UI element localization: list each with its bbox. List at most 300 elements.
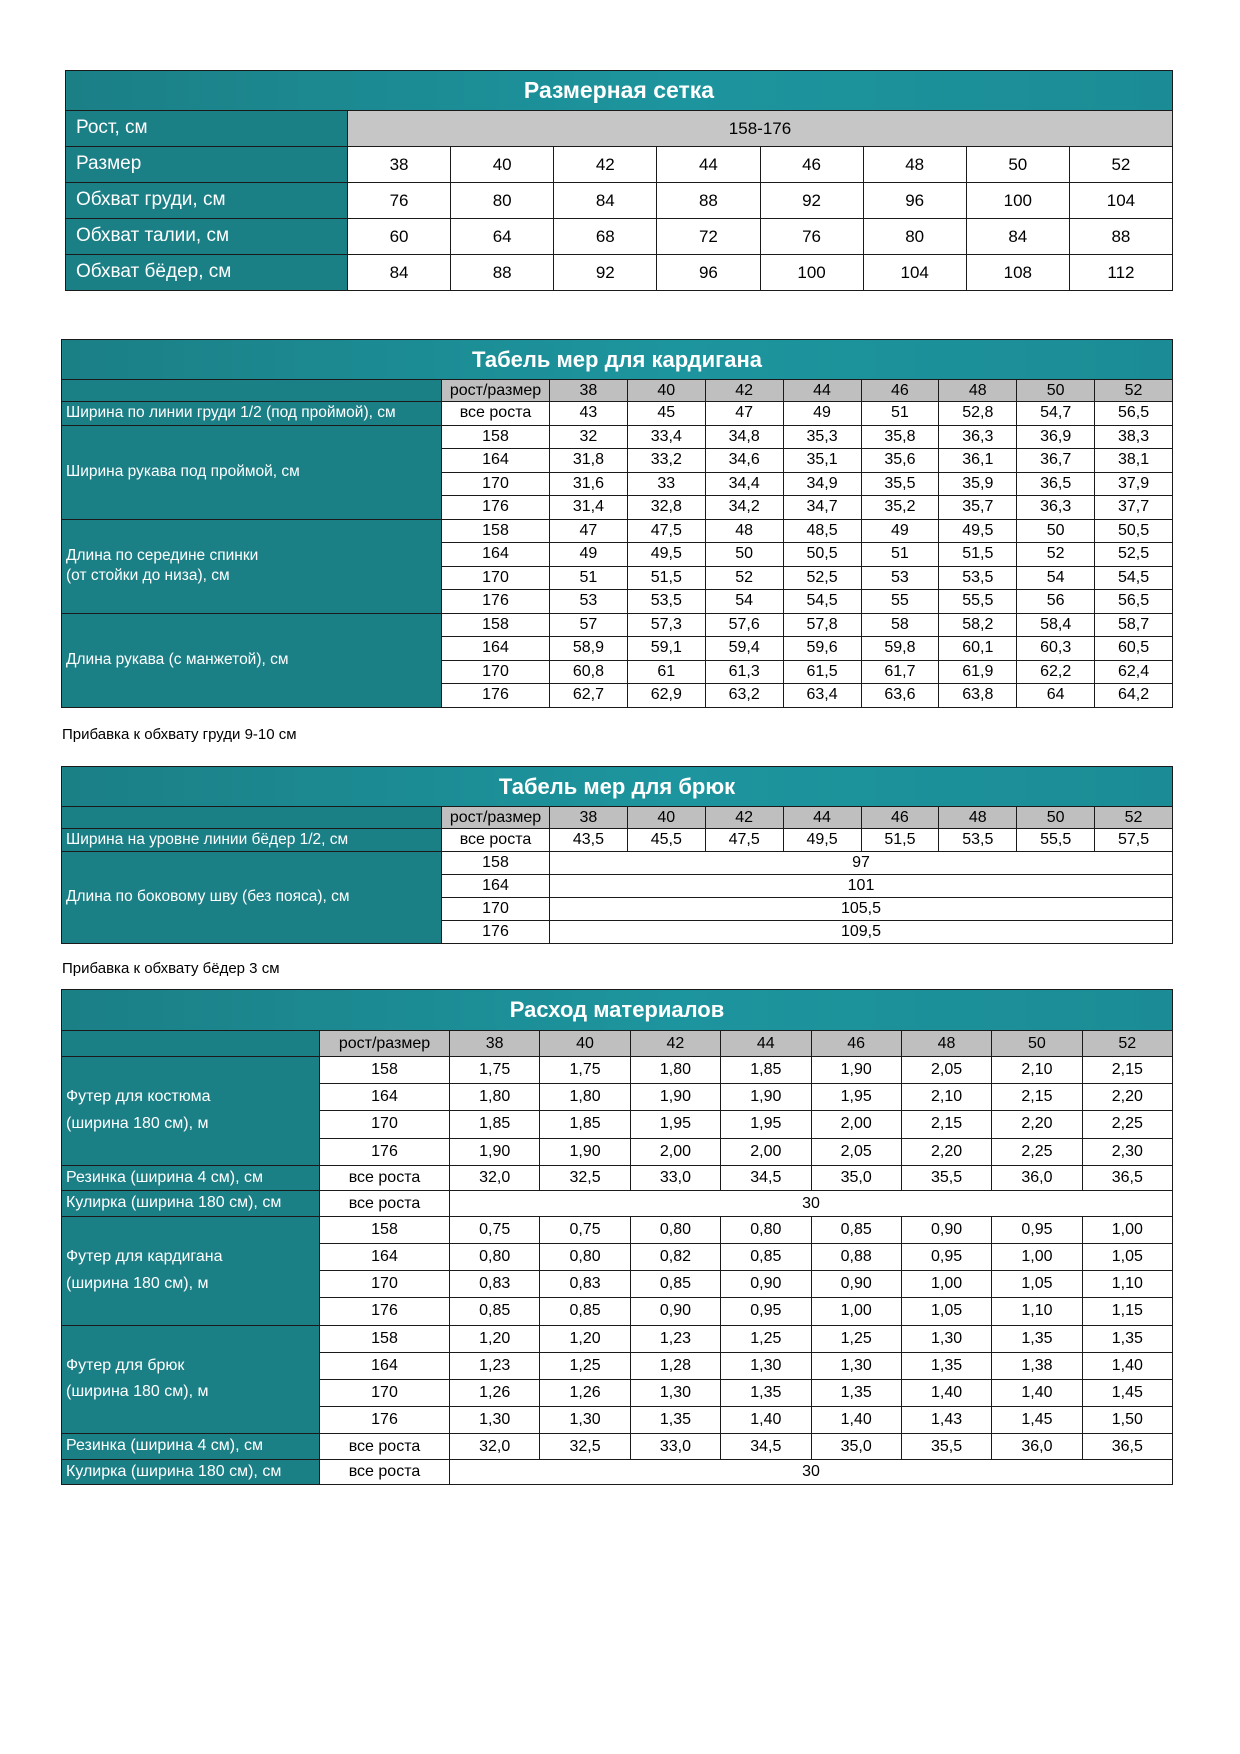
table-cell: 0,85 bbox=[540, 1298, 630, 1325]
table-row bbox=[62, 1325, 1173, 1352]
table-cell: 55,5 bbox=[939, 590, 1017, 614]
table-cell: 1,30 bbox=[811, 1352, 901, 1379]
size-header: 46 bbox=[861, 380, 939, 402]
table-cell: 64 bbox=[1017, 684, 1095, 708]
table-title: Табель мер для брюк bbox=[62, 767, 1173, 807]
table-cell: 0,85 bbox=[811, 1216, 901, 1243]
table-cell: 1,80 bbox=[450, 1084, 540, 1111]
table-cell: 50 bbox=[705, 543, 783, 567]
table-cell: 53 bbox=[861, 566, 939, 590]
table-row bbox=[62, 425, 1173, 449]
table-cell: 104 bbox=[863, 255, 966, 291]
table-cell: 35,6 bbox=[861, 449, 939, 473]
height-cell: 164 bbox=[442, 543, 550, 567]
table-cell: 1,28 bbox=[630, 1352, 720, 1379]
table-cell: 88 bbox=[657, 183, 760, 219]
table-cell: 51 bbox=[861, 543, 939, 567]
size-header: 48 bbox=[939, 807, 1017, 829]
table-cell: 76 bbox=[760, 219, 863, 255]
table-cell: 36,1 bbox=[939, 449, 1017, 473]
table-cell: 57,6 bbox=[705, 613, 783, 637]
table-cell: 36,5 bbox=[1082, 1434, 1172, 1460]
table-row bbox=[62, 1191, 1173, 1217]
table-cell: 1,00 bbox=[901, 1271, 991, 1298]
table-cell: 43 bbox=[550, 402, 628, 426]
table-cell: 2,15 bbox=[1082, 1057, 1172, 1084]
table-cell: 37,9 bbox=[1095, 472, 1173, 496]
table-cell: 2,25 bbox=[1082, 1111, 1172, 1138]
table-cell: 64,2 bbox=[1095, 684, 1173, 708]
table-cell: 2,15 bbox=[901, 1111, 991, 1138]
table-cell: 31,8 bbox=[550, 449, 628, 473]
table-row bbox=[66, 183, 1173, 219]
table-cell: 0,80 bbox=[630, 1216, 720, 1243]
table-cell: 57,8 bbox=[783, 613, 861, 637]
table-cell: 35,0 bbox=[811, 1165, 901, 1191]
table-cell: 50,5 bbox=[783, 543, 861, 567]
table-cell: 84 bbox=[348, 255, 451, 291]
row-label: Кулирка (ширина 180 см), см bbox=[62, 1459, 320, 1485]
table-cell: 1,25 bbox=[540, 1352, 630, 1379]
table-cell: 33,0 bbox=[630, 1165, 720, 1191]
table-cell: 51 bbox=[550, 566, 628, 590]
size-header: 50 bbox=[1017, 380, 1095, 402]
merged-cell: 97 bbox=[550, 852, 1173, 875]
table-cell: 57 bbox=[550, 613, 628, 637]
row-label: Обхват талии, см bbox=[66, 219, 348, 255]
table-cell: 56,5 bbox=[1095, 590, 1173, 614]
table-cell: 36,7 bbox=[1017, 449, 1095, 473]
table-cell: 47 bbox=[705, 402, 783, 426]
table-cell: 38 bbox=[348, 147, 451, 183]
table-cell: 1,30 bbox=[721, 1352, 811, 1379]
table-cell: 0,85 bbox=[450, 1298, 540, 1325]
table-cell: 1,30 bbox=[630, 1379, 720, 1406]
table-cell: 2,10 bbox=[901, 1084, 991, 1111]
table-row bbox=[62, 1057, 1173, 1084]
size-header: 38 bbox=[450, 1031, 540, 1057]
table-cell: 47 bbox=[550, 519, 628, 543]
table-cell: 1,23 bbox=[630, 1325, 720, 1352]
table-row bbox=[62, 519, 1173, 543]
height-cell: 176 bbox=[442, 684, 550, 708]
table-cell: 46 bbox=[760, 147, 863, 183]
table-cell: 1,35 bbox=[630, 1407, 720, 1434]
table-cell: 49 bbox=[550, 543, 628, 567]
table-cell: 56 bbox=[1017, 590, 1095, 614]
table-cell: 61 bbox=[627, 660, 705, 684]
size-header: 44 bbox=[721, 1031, 811, 1057]
table-cell: 43,5 bbox=[550, 829, 628, 852]
cardigan-note: Прибавка к обхвату груди 9-10 см bbox=[62, 726, 297, 743]
table-cell: 36,9 bbox=[1017, 425, 1095, 449]
table-title: Размерная сетка bbox=[66, 71, 1173, 111]
table-row bbox=[62, 1165, 1173, 1191]
height-cell: все роста bbox=[320, 1459, 450, 1485]
table-cell: 76 bbox=[348, 183, 451, 219]
table-cell: 1,75 bbox=[540, 1057, 630, 1084]
table-cell: 47,5 bbox=[705, 829, 783, 852]
table-cell: 1,05 bbox=[901, 1298, 991, 1325]
table-cell: 63,6 bbox=[861, 684, 939, 708]
table-cell: 33,0 bbox=[630, 1434, 720, 1460]
height-cell: 176 bbox=[442, 496, 550, 520]
merged-cell: 105,5 bbox=[550, 898, 1173, 921]
table-cell: 0,95 bbox=[901, 1243, 991, 1270]
title-row bbox=[62, 340, 1173, 380]
table-cell: 60,5 bbox=[1095, 637, 1173, 661]
table-cell: 60,1 bbox=[939, 637, 1017, 661]
table-cell: 57,3 bbox=[627, 613, 705, 637]
table-cell: 88 bbox=[451, 255, 554, 291]
height-cell: все роста bbox=[442, 829, 550, 852]
height-cell: 176 bbox=[320, 1298, 450, 1325]
table-cell: 88 bbox=[1069, 219, 1172, 255]
table-cell: 59,6 bbox=[783, 637, 861, 661]
table-cell: 62,2 bbox=[1017, 660, 1095, 684]
table-row bbox=[66, 255, 1173, 291]
table-cell: 0,85 bbox=[721, 1243, 811, 1270]
table-cell: 100 bbox=[760, 255, 863, 291]
table-cell: 1,80 bbox=[630, 1057, 720, 1084]
table-cell: 62,7 bbox=[550, 684, 628, 708]
table-cell: 32,0 bbox=[450, 1434, 540, 1460]
table-cell: 37,7 bbox=[1095, 496, 1173, 520]
table-cell: 35,5 bbox=[861, 472, 939, 496]
trousers-note: Прибавка к обхвату бёдер 3 см bbox=[62, 960, 280, 977]
table-cell: 61,9 bbox=[939, 660, 1017, 684]
table-row bbox=[66, 111, 1173, 147]
table-cell: 48,5 bbox=[783, 519, 861, 543]
table-cell: 59,8 bbox=[861, 637, 939, 661]
table-cell: 32,5 bbox=[540, 1165, 630, 1191]
size-header: 52 bbox=[1095, 380, 1173, 402]
table-cell: 1,35 bbox=[811, 1379, 901, 1406]
table-cell: 1,45 bbox=[992, 1407, 1082, 1434]
height-cell: 170 bbox=[442, 660, 550, 684]
table-cell: 34,2 bbox=[705, 496, 783, 520]
table-cell: 63,2 bbox=[705, 684, 783, 708]
table-cell: 33,4 bbox=[627, 425, 705, 449]
table-cell: 0,95 bbox=[721, 1298, 811, 1325]
table-cell: 61,3 bbox=[705, 660, 783, 684]
table-cell: 1,35 bbox=[901, 1352, 991, 1379]
table-cell: 80 bbox=[863, 219, 966, 255]
height-cell: 170 bbox=[442, 898, 550, 921]
row-label: Резинка (ширина 4 см), см bbox=[62, 1434, 320, 1460]
height-cell: все роста bbox=[442, 402, 550, 426]
header-row bbox=[62, 807, 1173, 829]
merged-cell: 109,5 bbox=[550, 921, 1173, 944]
table-cell: 1,00 bbox=[992, 1243, 1082, 1270]
table-cell: 1,95 bbox=[721, 1111, 811, 1138]
table-cell: 0,75 bbox=[540, 1216, 630, 1243]
table-cell: 35,5 bbox=[901, 1434, 991, 1460]
table-cell: 42 bbox=[554, 147, 657, 183]
table-cell: 2,15 bbox=[992, 1084, 1082, 1111]
height-cell: 164 bbox=[320, 1084, 450, 1111]
table-cell: 58,2 bbox=[939, 613, 1017, 637]
table-cell: 1,25 bbox=[721, 1325, 811, 1352]
table-cell: 36,3 bbox=[939, 425, 1017, 449]
table-row bbox=[62, 829, 1173, 852]
size-header: 52 bbox=[1082, 1031, 1172, 1057]
height-cell: 158 bbox=[442, 613, 550, 637]
height-cell: 170 bbox=[320, 1111, 450, 1138]
header-label: рост/размер bbox=[320, 1031, 450, 1057]
table-cell: 1,90 bbox=[811, 1057, 901, 1084]
table-cell: 59,1 bbox=[627, 637, 705, 661]
table-cell: 2,00 bbox=[721, 1138, 811, 1165]
height-cell: 176 bbox=[442, 921, 550, 944]
table-cell: 34,7 bbox=[783, 496, 861, 520]
table-cell: 35,7 bbox=[939, 496, 1017, 520]
table-cell: 33 bbox=[627, 472, 705, 496]
table-cell: 0,80 bbox=[721, 1216, 811, 1243]
table-cell: 35,8 bbox=[861, 425, 939, 449]
table-cell: 0,90 bbox=[630, 1298, 720, 1325]
table-cell: 1,35 bbox=[992, 1325, 1082, 1352]
height-cell: все роста bbox=[320, 1434, 450, 1460]
table-cell: 100 bbox=[966, 183, 1069, 219]
row-label: Ширина на уровне линии бёдер 1/2, см bbox=[62, 829, 442, 852]
table-cell: 50 bbox=[1017, 519, 1095, 543]
height-cell: 176 bbox=[320, 1407, 450, 1434]
height-cell: 158 bbox=[320, 1325, 450, 1352]
table-cell: 47,5 bbox=[627, 519, 705, 543]
table-cell: 1,20 bbox=[540, 1325, 630, 1352]
table-cell: 35,2 bbox=[861, 496, 939, 520]
table-cell: 52,8 bbox=[939, 402, 1017, 426]
table-cell: 1,26 bbox=[450, 1379, 540, 1406]
table-cell: 1,95 bbox=[811, 1084, 901, 1111]
table-cell: 1,40 bbox=[721, 1407, 811, 1434]
row-label: Обхват бёдер, см bbox=[66, 255, 348, 291]
size-header: 38 bbox=[550, 380, 628, 402]
table-cell: 34,9 bbox=[783, 472, 861, 496]
table-cell: 52 bbox=[1069, 147, 1172, 183]
table-cell: 35,9 bbox=[939, 472, 1017, 496]
table-cell: 51,5 bbox=[861, 829, 939, 852]
merged-cell: 30 bbox=[450, 1191, 1173, 1217]
table-cell: 64 bbox=[451, 219, 554, 255]
size-header: 40 bbox=[627, 380, 705, 402]
row-label: Обхват груди, см bbox=[66, 183, 348, 219]
table-cell: 2,20 bbox=[1082, 1084, 1172, 1111]
table-cell: 52 bbox=[1017, 543, 1095, 567]
table-cell: 57,5 bbox=[1095, 829, 1173, 852]
table-cell: 1,26 bbox=[540, 1379, 630, 1406]
table-cell: 0,83 bbox=[450, 1271, 540, 1298]
table-cell: 48 bbox=[863, 147, 966, 183]
table-cell: 61,5 bbox=[783, 660, 861, 684]
row-label: Кулирка (ширина 180 см), см bbox=[62, 1191, 320, 1217]
table-cell: 104 bbox=[1069, 183, 1172, 219]
table-cell: 1,40 bbox=[901, 1379, 991, 1406]
table-cell: 53,5 bbox=[939, 566, 1017, 590]
table-cell: 49 bbox=[783, 402, 861, 426]
table-cell: 84 bbox=[966, 219, 1069, 255]
table-cell: 54 bbox=[1017, 566, 1095, 590]
trousers-measurements-table bbox=[61, 766, 1173, 944]
table-row bbox=[66, 219, 1173, 255]
table-cell: 1,30 bbox=[540, 1407, 630, 1434]
table-cell: 49,5 bbox=[783, 829, 861, 852]
table-row bbox=[62, 613, 1173, 637]
table-cell: 1,38 bbox=[992, 1352, 1082, 1379]
table-cell: 63,4 bbox=[783, 684, 861, 708]
table-cell: 84 bbox=[554, 183, 657, 219]
table-cell: 2,20 bbox=[901, 1138, 991, 1165]
table-cell: 1,30 bbox=[450, 1407, 540, 1434]
size-header: 44 bbox=[783, 807, 861, 829]
height-cell: 176 bbox=[442, 590, 550, 614]
table-row bbox=[62, 1434, 1173, 1460]
table-cell: 59,4 bbox=[705, 637, 783, 661]
table-cell: 34,6 bbox=[705, 449, 783, 473]
table-cell: 49,5 bbox=[627, 543, 705, 567]
row-label: Рост, см bbox=[66, 111, 348, 147]
table-cell: 54,7 bbox=[1017, 402, 1095, 426]
height-cell: 164 bbox=[442, 637, 550, 661]
row-label: Длина рукава (с манжетой), см bbox=[62, 613, 442, 707]
table-title: Расход материалов bbox=[62, 990, 1173, 1031]
table-cell: 32,8 bbox=[627, 496, 705, 520]
height-cell: 170 bbox=[442, 472, 550, 496]
header-blank bbox=[62, 380, 442, 402]
table-cell: 61,7 bbox=[861, 660, 939, 684]
header-blank bbox=[62, 807, 442, 829]
table-row bbox=[62, 1459, 1173, 1485]
table-cell: 72 bbox=[657, 219, 760, 255]
table-cell: 0,83 bbox=[540, 1271, 630, 1298]
size-header: 40 bbox=[540, 1031, 630, 1057]
table-cell: 54,5 bbox=[1095, 566, 1173, 590]
height-cell: 158 bbox=[442, 852, 550, 875]
table-cell: 56,5 bbox=[1095, 402, 1173, 426]
table-cell: 1,43 bbox=[901, 1407, 991, 1434]
table-cell: 1,85 bbox=[450, 1111, 540, 1138]
table-cell: 0,95 bbox=[992, 1216, 1082, 1243]
size-header: 38 bbox=[550, 807, 628, 829]
table-cell: 51,5 bbox=[627, 566, 705, 590]
table-cell: 1,10 bbox=[1082, 1271, 1172, 1298]
table-cell: 32 bbox=[550, 425, 628, 449]
table-cell: 54,5 bbox=[783, 590, 861, 614]
table-row bbox=[66, 147, 1173, 183]
table-cell: 49 bbox=[861, 519, 939, 543]
table-cell: 96 bbox=[657, 255, 760, 291]
size-header: 48 bbox=[901, 1031, 991, 1057]
merged-cell: 30 bbox=[450, 1459, 1173, 1485]
table-cell: 60,3 bbox=[1017, 637, 1095, 661]
header-row bbox=[62, 380, 1173, 402]
table-cell: 1,40 bbox=[992, 1379, 1082, 1406]
table-cell: 31,4 bbox=[550, 496, 628, 520]
table-cell: 35,0 bbox=[811, 1434, 901, 1460]
title-row bbox=[62, 990, 1173, 1031]
table-cell: 1,80 bbox=[540, 1084, 630, 1111]
table-cell: 0,88 bbox=[811, 1243, 901, 1270]
table-cell: 32,5 bbox=[540, 1434, 630, 1460]
table-cell: 68 bbox=[554, 219, 657, 255]
size-header: 42 bbox=[705, 807, 783, 829]
table-cell: 60 bbox=[348, 219, 451, 255]
table-cell: 92 bbox=[760, 183, 863, 219]
table-cell: 55 bbox=[861, 590, 939, 614]
table-cell: 1,23 bbox=[450, 1352, 540, 1379]
table-row bbox=[62, 402, 1173, 426]
table-cell: 2,25 bbox=[992, 1138, 1082, 1165]
table-cell: 2,05 bbox=[811, 1138, 901, 1165]
table-row bbox=[62, 852, 1173, 875]
table-cell: 35,1 bbox=[783, 449, 861, 473]
table-cell: 36,5 bbox=[1082, 1165, 1172, 1191]
height-cell: 164 bbox=[442, 875, 550, 898]
table-cell: 1,25 bbox=[811, 1325, 901, 1352]
height-cell: 158 bbox=[442, 425, 550, 449]
table-cell: 1,20 bbox=[450, 1325, 540, 1352]
table-cell: 1,50 bbox=[1082, 1407, 1172, 1434]
size-header: 50 bbox=[1017, 807, 1095, 829]
table-cell: 0,90 bbox=[901, 1216, 991, 1243]
table-cell: 1,40 bbox=[811, 1407, 901, 1434]
title-row bbox=[62, 767, 1173, 807]
table-cell: 80 bbox=[451, 183, 554, 219]
table-cell: 0,85 bbox=[630, 1271, 720, 1298]
row-label: Футер для брюк (ширина 180 см), м bbox=[62, 1325, 320, 1434]
table-cell: 1,90 bbox=[721, 1084, 811, 1111]
size-header: 50 bbox=[992, 1031, 1082, 1057]
height-cell: 170 bbox=[320, 1271, 450, 1298]
table-cell: 36,3 bbox=[1017, 496, 1095, 520]
table-cell: 2,20 bbox=[992, 1111, 1082, 1138]
table-cell: 52,5 bbox=[783, 566, 861, 590]
table-row bbox=[62, 1216, 1173, 1243]
size-header: 46 bbox=[861, 807, 939, 829]
table-cell: 53,5 bbox=[627, 590, 705, 614]
table-cell: 1,15 bbox=[1082, 1298, 1172, 1325]
table-cell: 38,3 bbox=[1095, 425, 1173, 449]
table-cell: 54 bbox=[705, 590, 783, 614]
merged-cell: 101 bbox=[550, 875, 1173, 898]
row-label: Длина по боковому шву (без пояса), см bbox=[62, 852, 442, 944]
table-cell: 0,90 bbox=[721, 1271, 811, 1298]
table-cell: 36,0 bbox=[992, 1434, 1082, 1460]
table-cell: 58,4 bbox=[1017, 613, 1095, 637]
header-label: рост/размер bbox=[442, 380, 550, 402]
table-cell: 51 bbox=[861, 402, 939, 426]
table-cell: 44 bbox=[657, 147, 760, 183]
table-cell: 2,30 bbox=[1082, 1138, 1172, 1165]
height-cell: 164 bbox=[320, 1352, 450, 1379]
table-cell: 52 bbox=[705, 566, 783, 590]
height-cell: все роста bbox=[320, 1165, 450, 1191]
table-cell: 1,05 bbox=[992, 1271, 1082, 1298]
table-cell: 35,3 bbox=[783, 425, 861, 449]
table-cell: 58,9 bbox=[550, 637, 628, 661]
table-cell: 0,75 bbox=[450, 1216, 540, 1243]
table-cell: 0,80 bbox=[540, 1243, 630, 1270]
table-cell: 1,75 bbox=[450, 1057, 540, 1084]
size-header: 42 bbox=[630, 1031, 720, 1057]
height-cell: 164 bbox=[442, 449, 550, 473]
table-cell: 36,0 bbox=[992, 1165, 1082, 1191]
header-row bbox=[62, 1031, 1173, 1057]
row-label: Длина по середине спинки (от стойки до низа), см bbox=[62, 519, 442, 613]
size-header: 42 bbox=[705, 380, 783, 402]
height-cell: 170 bbox=[320, 1379, 450, 1406]
